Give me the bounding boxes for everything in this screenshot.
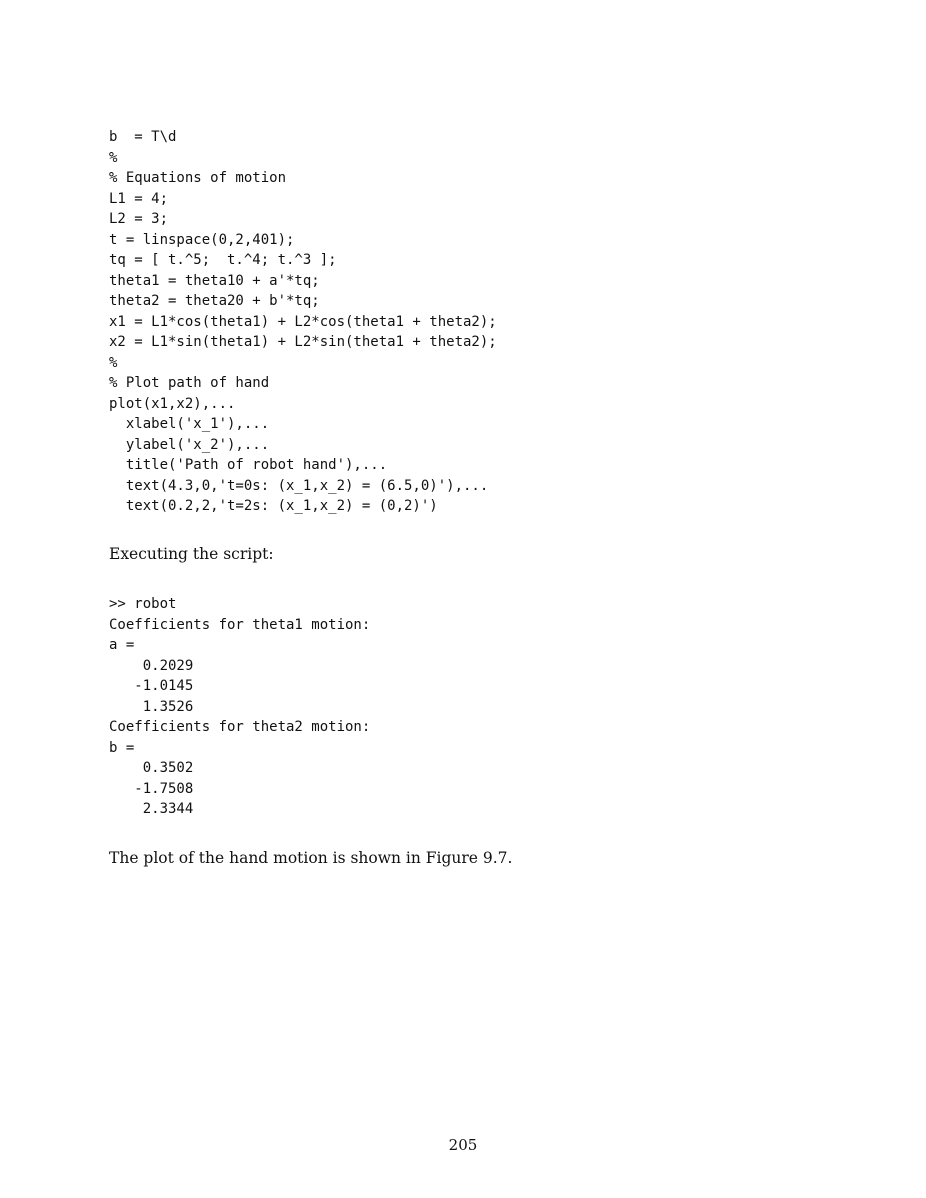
code-line: text(4.3,0,'t=0s: (x_1,x_2) = (6.5,0)'),...	[109, 477, 489, 494]
code-line: theta1 = theta10 + a'*tq;	[109, 272, 320, 289]
output-line: 2.3344	[109, 801, 194, 817]
output-line: 0.3502	[109, 760, 194, 776]
code-line: x2 = L1*sin(theta1) + L2*sin(theta1 + theta2);	[109, 334, 497, 350]
page-number: 205	[448, 1136, 478, 1154]
code-line: tq = [ t.^5; t.^4; t.^3 ];	[109, 252, 337, 268]
closing-paragraph: The plot of the hand motion is shown in Figure 9.7.	[109, 849, 513, 867]
code-line: % Plot path of hand	[109, 375, 270, 391]
code-line: b = T\d	[109, 129, 177, 145]
code-line: plot(x1,x2),...	[109, 395, 236, 412]
code-line: xlabel('x_1'),...	[109, 416, 270, 432]
code-line: theta2 = theta20 + b'*tq;	[109, 293, 320, 309]
script-code-block	[109, 127, 497, 517]
code-line: L1 = 4;	[109, 190, 169, 207]
output-line: b =	[109, 739, 135, 756]
code-line: x1 = L1*cos(theta1) + L2*cos(theta1 + theta2);	[109, 313, 497, 330]
output-line: Coefficients for theta1 motion:	[109, 616, 371, 633]
code-line: % Equations of motion	[109, 170, 287, 186]
code-line: title('Path of robot hand'),...	[109, 457, 388, 473]
code-line: L2 = 3;	[109, 211, 169, 227]
output-line: a =	[109, 637, 135, 653]
code-line: %	[109, 354, 118, 371]
output-line: Coefficients for theta2 motion:	[109, 719, 371, 735]
code-line: ylabel('x_2'),...	[109, 436, 270, 453]
intro-paragraph: Executing the script:	[109, 545, 274, 563]
output-line: >> robot	[109, 596, 177, 612]
session-output-block	[109, 594, 370, 820]
output-line: 0.2029	[109, 657, 194, 674]
code-line: t = linspace(0,2,401);	[109, 231, 295, 248]
output-line: -1.7508	[109, 780, 194, 797]
output-line: 1.3526	[109, 698, 194, 715]
code-line: %	[109, 149, 118, 166]
code-line: text(0.2,2,'t=2s: (x_1,x_2) = (0,2)')	[109, 498, 438, 514]
output-line: -1.0145	[109, 678, 194, 694]
